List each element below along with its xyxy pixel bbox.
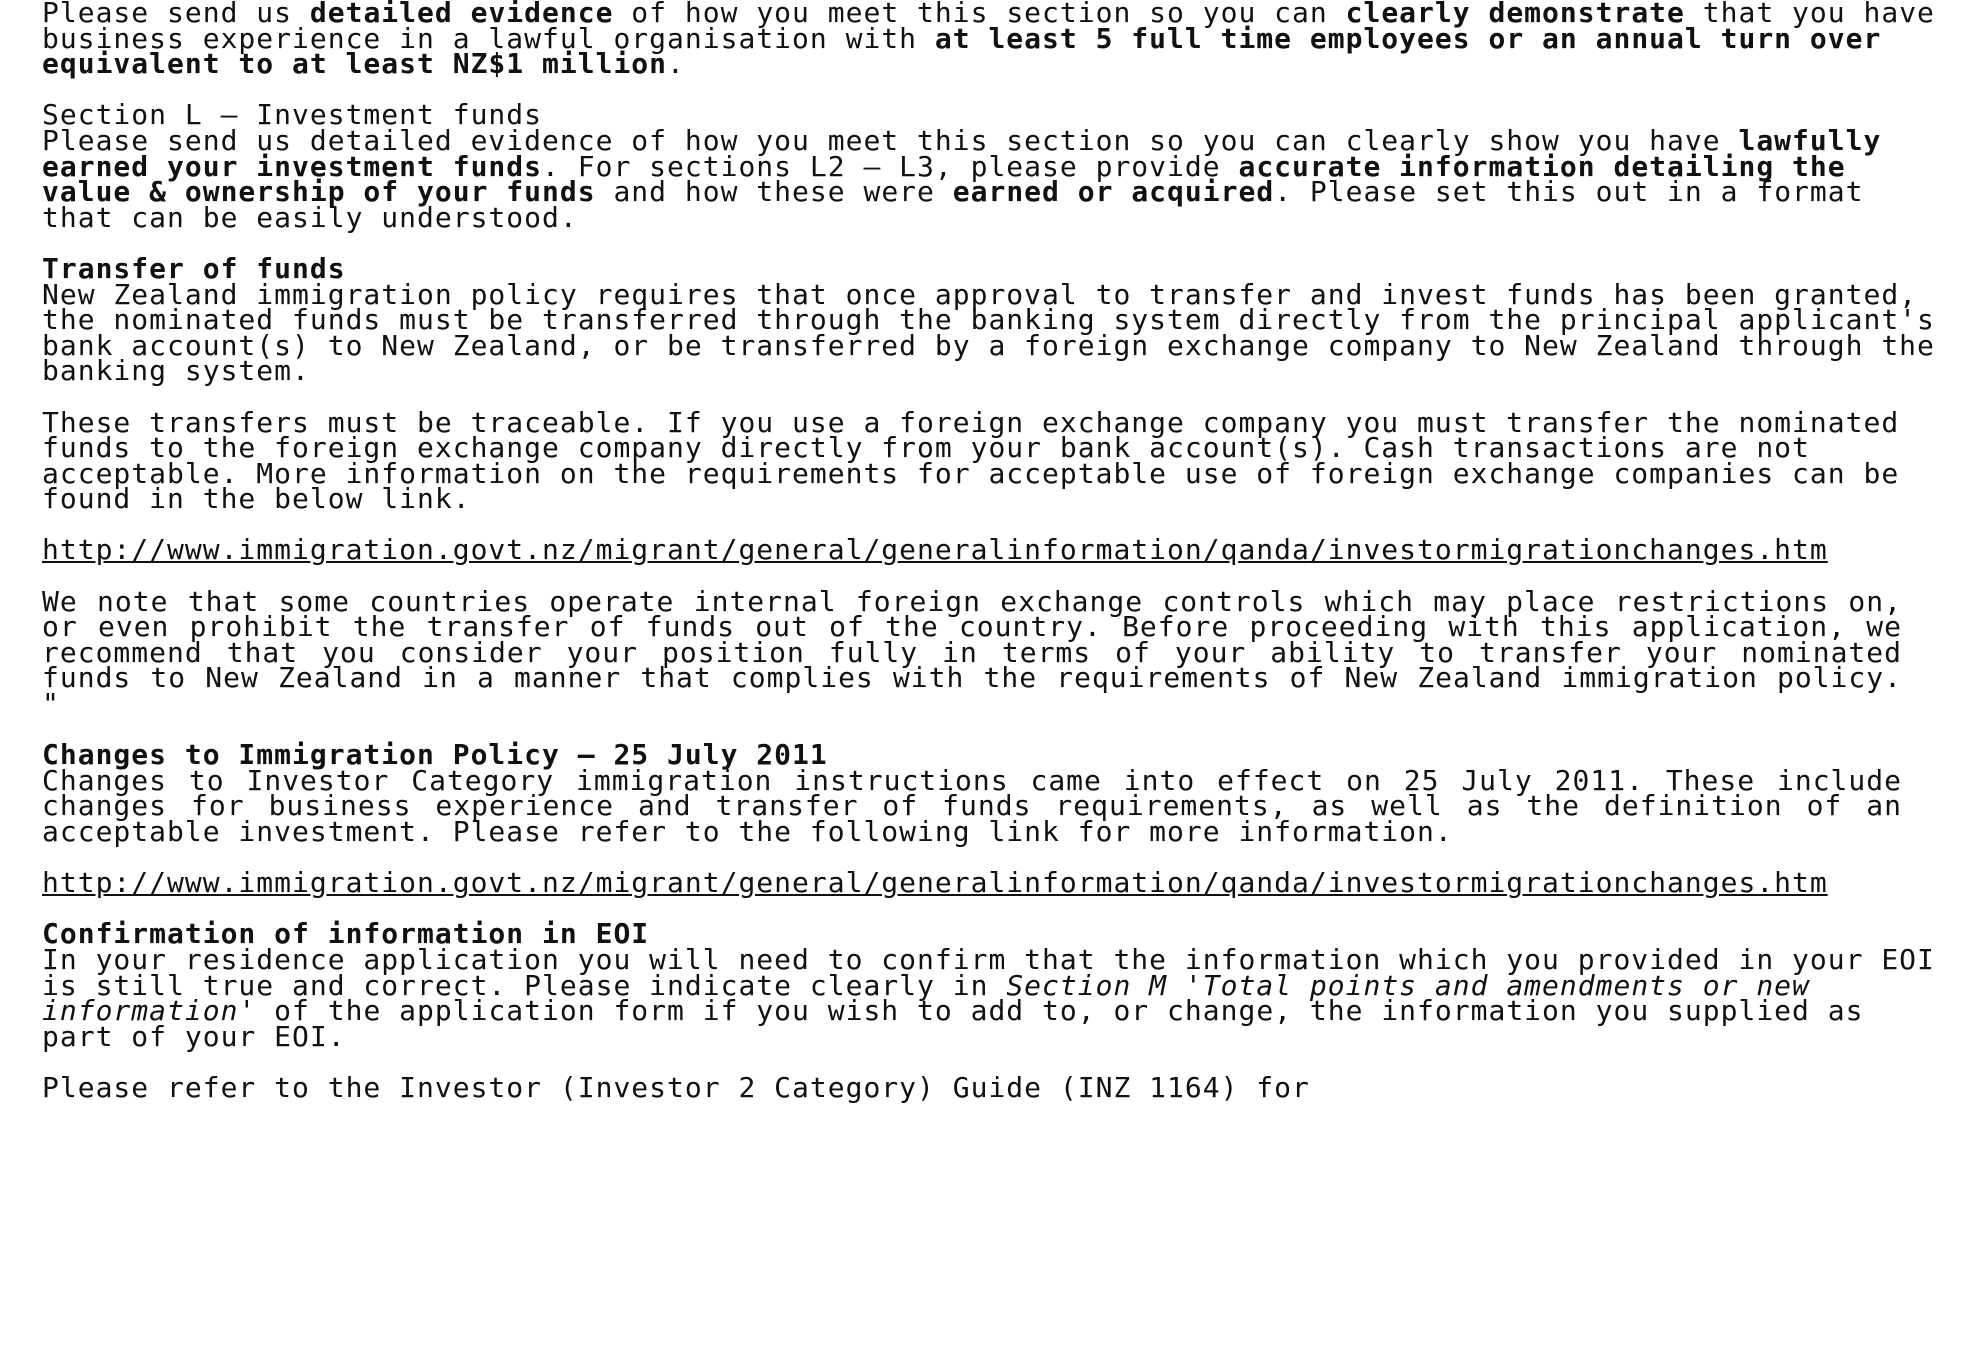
- document-page: [42, 0, 1942, 1104]
- changes-paragraph: Changes to Investor Category immigration instructions came into effect on 25 July 2011. These include changes for business experience and transfer of funds requirements, as well as the definition of an acceptable investment. Please refer to the following link for more information.: [42, 763, 1902, 848]
- text-run: . Please set this out in a format that can be easily understood.: [42, 175, 1864, 234]
- bold-run: earned or acquired: [952, 175, 1275, 209]
- section-l-paragraph: [42, 123, 1942, 234]
- investor-migration-changes-link[interactable]: http://www.immigration.govt.nz/migrant/general/generalinformation/qanda/investormigrationchanges.htm: [42, 533, 1828, 567]
- text-run: of how you meet this section so you can: [613, 0, 1346, 29]
- text-run: of the application form if you wish to add to, or change, the information you supplied as part of your EOI.: [42, 994, 1864, 1053]
- bold-run: at least 5 full time employees or an annual turn over equivalent to at least NZ$1 million: [42, 21, 1882, 81]
- business-experience-paragraph: [42, 0, 1942, 81]
- confirmation-paragraph: [42, 942, 1942, 1053]
- changes-heading: Changes to Immigration Policy – 25 July 2011: [42, 738, 828, 772]
- text-run: and how these were: [595, 175, 953, 209]
- closing-line: Please refer to the Investor (Investor 2 Category) Guide (INZ 1164) for: [42, 1070, 1310, 1104]
- traceable-transfers-paragraph: These transfers must be traceable. If you use a foreign exchange company you must transfer the nominated funds to the foreign exchange company directly from your bank account(s). Cash transactions are not acceptable. More information on the requirements for acceptable use of foreign exchange companies can be found in the below link.: [42, 405, 1900, 516]
- italic-run: Section M 'Total points and amendments or new information': [42, 968, 1810, 1028]
- transfer-of-funds-heading: Transfer of funds: [42, 251, 346, 285]
- text-run: . For sections L2 – L3, please provide: [542, 149, 1239, 183]
- bold-run: lawfully earned your investment funds: [42, 123, 1882, 183]
- transfer-policy-paragraph: New Zealand immigration policy requires that once approval to transfer and invest funds has been granted, the nominated funds must be transferred through the banking system directly from the principal applicant's bank account(s) to New Zealand, or be transferred by a foreign exchange company to New Zealand through the banking system.: [42, 277, 1935, 388]
- bold-run: accurate information detailing the value & ownership of your funds: [42, 149, 1846, 209]
- confirmation-heading: Confirmation of information in EOI: [42, 917, 650, 951]
- bold-run: clearly demonstrate: [1345, 0, 1685, 29]
- text-run: .: [667, 47, 685, 81]
- foreign-exchange-controls-paragraph: We note that some countries operate internal foreign exchange controls which may place restrictions on, or even prohibit the transfer of funds out of the country. Before proceeding with this application, we recommend that you consider your position fully in terms of your ability to transfer your nominated funds to New Zealand in a manner that complies with the requirements of New Zealand immigration policy. ": [42, 584, 1902, 721]
- section-l-title: Section L – Investment funds: [42, 98, 543, 132]
- text-run: In your residence application you will need to confirm that the information which you provided in your EOI is still true and correct. Please indicate clearly in: [42, 942, 1935, 1002]
- investor-migration-changes-link-2[interactable]: http://www.immigration.govt.nz/migrant/general/generalinformation/qanda/investormigrationchanges.htm: [42, 866, 1828, 900]
- text-run: Please send us: [42, 0, 310, 29]
- text-run: Please send us detailed evidence of how you meet this section so you can clearly show you have: [42, 123, 1739, 157]
- text-run: that you have business experience in a lawful organisation with: [42, 0, 1935, 55]
- bold-run: detailed evidence: [309, 0, 614, 29]
